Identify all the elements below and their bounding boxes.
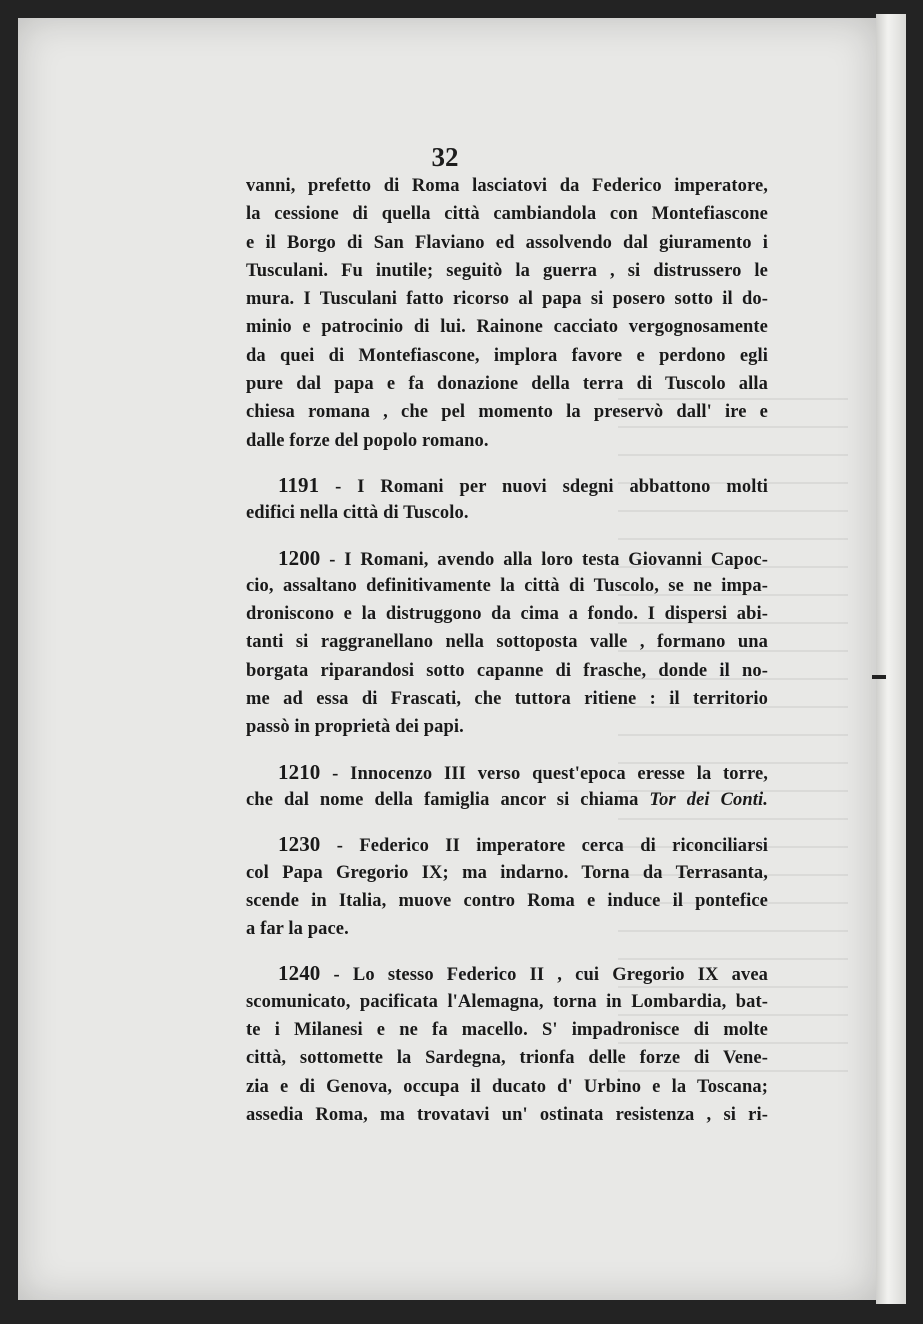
paragraph-1200 bbox=[246, 544, 768, 742]
year-label: 1200 bbox=[278, 545, 321, 570]
text-line: città, sottomette la Sardegna, trionfa delle forze di Vene- bbox=[246, 1048, 768, 1069]
paragraph-1230 bbox=[246, 830, 768, 943]
text-run: che dal nome della famiglia ancor si chiama bbox=[246, 789, 650, 810]
text-line: la cessione di quella città cambiandola con Montefiascone bbox=[246, 204, 768, 225]
text-line: tanti si raggranellano nella sottoposta valle , formano una bbox=[246, 632, 768, 653]
text-run: - Innocenzo III verso quest'epoca eresse la torre, bbox=[320, 763, 768, 784]
text-line: pure dal papa e fa donazione della terra di Tuscolo alla bbox=[246, 374, 768, 395]
text-line: te i Milanesi e ne fa macello. S' impadronisce di molte bbox=[246, 1020, 768, 1041]
paragraph-1240 bbox=[246, 959, 768, 1129]
text-line: dalle forze del popolo romano. bbox=[246, 430, 489, 451]
year-label: 1240 bbox=[278, 961, 321, 986]
text-line: scende in Italia, muove contro Roma e induce il pontefice bbox=[246, 890, 768, 911]
page-number: 32 bbox=[431, 142, 459, 172]
text-line: passò in proprietà dei papi. bbox=[246, 717, 464, 738]
text-line: borgata riparandosi sotto capanne di frasche, donde il no- bbox=[246, 660, 768, 681]
text-line: minio e patrocinio di lui. Rainone cacciato vergognosamente bbox=[246, 317, 768, 338]
body-text bbox=[246, 172, 768, 1145]
text-run: - Lo stesso Federico II , cui Gregorio IX avea bbox=[320, 965, 768, 986]
text-line: droniscono e la distruggono da cima a fondo. I dispersi abi- bbox=[246, 604, 768, 625]
year-label: 1191 bbox=[278, 472, 320, 497]
paragraph-1210 bbox=[246, 758, 768, 815]
text-line bbox=[246, 959, 768, 987]
text-line: col Papa Gregorio IX; ma indarno. Torna da Terrasanta, bbox=[246, 862, 768, 883]
text-line: edifici nella città di Tuscolo. bbox=[246, 503, 469, 524]
year-label: 1230 bbox=[278, 832, 321, 857]
text-line: vanni, prefetto di Roma lasciatovi da Federico imperatore, bbox=[246, 176, 768, 196]
tower-name: Tor dei Conti. bbox=[649, 789, 768, 810]
text-line: chiesa romana , che pel momento la preservò dall' ire e bbox=[246, 402, 768, 423]
text-line: me ad essa di Frascati, che tuttora ritiene : il territorio bbox=[246, 689, 768, 710]
text-line: da quei di Montefiascone, implora favore e perdono egli bbox=[246, 345, 768, 366]
paragraph-continuation bbox=[246, 172, 768, 455]
text-line bbox=[246, 544, 768, 572]
text-run: - I Romani, avendo alla loro testa Giovanni Capoc- bbox=[320, 549, 768, 570]
text-line: assedia Roma, ma trovatavi un' ostinata resistenza , si ri- bbox=[246, 1104, 768, 1125]
text-line: cio, assaltano definitivamente la città di Tuscolo, se ne impa- bbox=[246, 575, 768, 596]
paragraph-1191 bbox=[246, 471, 768, 528]
text-line bbox=[246, 471, 768, 499]
text-line: mura. I Tusculani fatto ricorso al papa si posero sotto il do- bbox=[246, 289, 768, 310]
text-line: scomunicato, pacificata l'Alemagna, torna in Lombardia, bat- bbox=[246, 991, 768, 1012]
text-run: - I Romani per nuovi sdegni abbattono molti bbox=[319, 476, 768, 497]
text-line: e il Borgo di San Flaviano ed assolvendo dal giuramento i bbox=[246, 232, 768, 253]
text-line bbox=[246, 830, 768, 858]
text-line: a far la pace. bbox=[246, 919, 349, 940]
text-run: - Federico II imperatore cerca di riconciliarsi bbox=[320, 836, 768, 857]
text-line bbox=[246, 786, 768, 814]
year-label: 1210 bbox=[278, 759, 321, 784]
page-edge bbox=[876, 14, 906, 1304]
text-line bbox=[246, 758, 768, 786]
edge-mark bbox=[872, 675, 886, 679]
text-line: Tusculani. Fu inutile; seguitò la guerra , si distrussero le bbox=[246, 260, 768, 281]
text-line: zia e di Genova, occupa il ducato d' Urbino e la Toscana; bbox=[246, 1076, 768, 1097]
